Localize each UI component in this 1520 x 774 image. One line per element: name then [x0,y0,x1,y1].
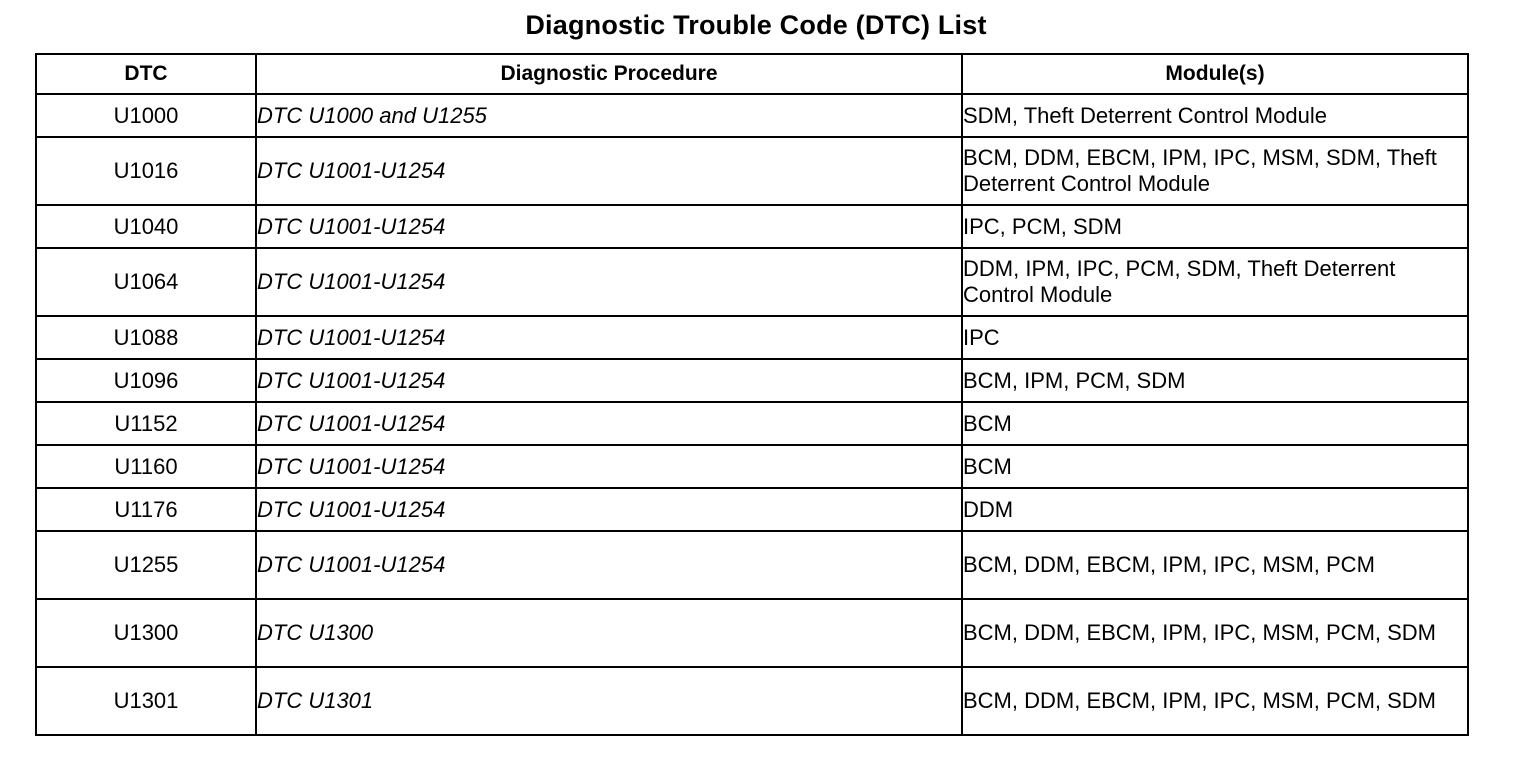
dtc-table [35,53,1469,736]
dtc-cell: U1088 [36,316,256,359]
header-dtc: DTC [36,54,256,94]
procedure-cell: DTC U1300 [256,599,962,667]
modules-cell: DDM, IPM, IPC, PCM, SDM, Theft Deterrent Control Module [962,248,1468,316]
dtc-cell: U1152 [36,402,256,445]
table-row [36,316,1468,359]
dtc-cell: U1300 [36,599,256,667]
modules-cell: BCM, DDM, EBCM, IPM, IPC, MSM, PCM, SDM [962,599,1468,667]
dtc-cell: U1040 [36,205,256,248]
procedure-cell: DTC U1001-U1254 [256,205,962,248]
dtc-cell: U1160 [36,445,256,488]
modules-cell: SDM, Theft Deterrent Control Module [962,94,1468,137]
header-procedure: Diagnostic Procedure [256,54,962,94]
modules-cell: BCM [962,402,1468,445]
table-row [36,205,1468,248]
modules-cell: IPC, PCM, SDM [962,205,1468,248]
procedure-cell: DTC U1001-U1254 [256,402,962,445]
table-row [36,599,1468,667]
dtc-cell: U1096 [36,359,256,402]
modules-cell: BCM, IPM, PCM, SDM [962,359,1468,402]
procedure-cell: DTC U1001-U1254 [256,359,962,402]
procedure-cell: DTC U1001-U1254 [256,248,962,316]
table-row [36,488,1468,531]
procedure-cell: DTC U1001-U1254 [256,488,962,531]
procedure-cell: DTC U1001-U1254 [256,531,962,599]
page-title: Diagnostic Trouble Code (DTC) List [525,10,987,40]
procedure-cell: DTC U1301 [256,667,962,735]
dtc-cell: U1064 [36,248,256,316]
modules-cell: BCM [962,445,1468,488]
modules-cell: BCM, DDM, EBCM, IPM, IPC, MSM, PCM [962,531,1468,599]
procedure-cell: DTC U1001-U1254 [256,137,962,205]
procedure-cell: DTC U1001-U1254 [256,445,962,488]
table-row [36,402,1468,445]
procedure-cell: DTC U1000 and U1255 [256,94,962,137]
table-header-row [36,54,1468,94]
procedure-cell: DTC U1001-U1254 [256,316,962,359]
table-row [36,94,1468,137]
table-row [36,137,1468,205]
table-row [36,359,1468,402]
modules-cell: DDM [962,488,1468,531]
header-modules: Module(s) [962,54,1468,94]
modules-cell: BCM, DDM, EBCM, IPM, IPC, MSM, PCM, SDM [962,667,1468,735]
table-row [36,445,1468,488]
modules-cell: IPC [962,316,1468,359]
table-row [36,667,1468,735]
table-row [36,531,1468,599]
dtc-cell: U1016 [36,137,256,205]
modules-cell: BCM, DDM, EBCM, IPM, IPC, MSM, SDM, Theft Deterrent Control Module [962,137,1468,205]
dtc-cell: U1000 [36,94,256,137]
dtc-cell: U1176 [36,488,256,531]
table-row [36,248,1468,316]
dtc-cell: U1255 [36,531,256,599]
dtc-cell: U1301 [36,667,256,735]
